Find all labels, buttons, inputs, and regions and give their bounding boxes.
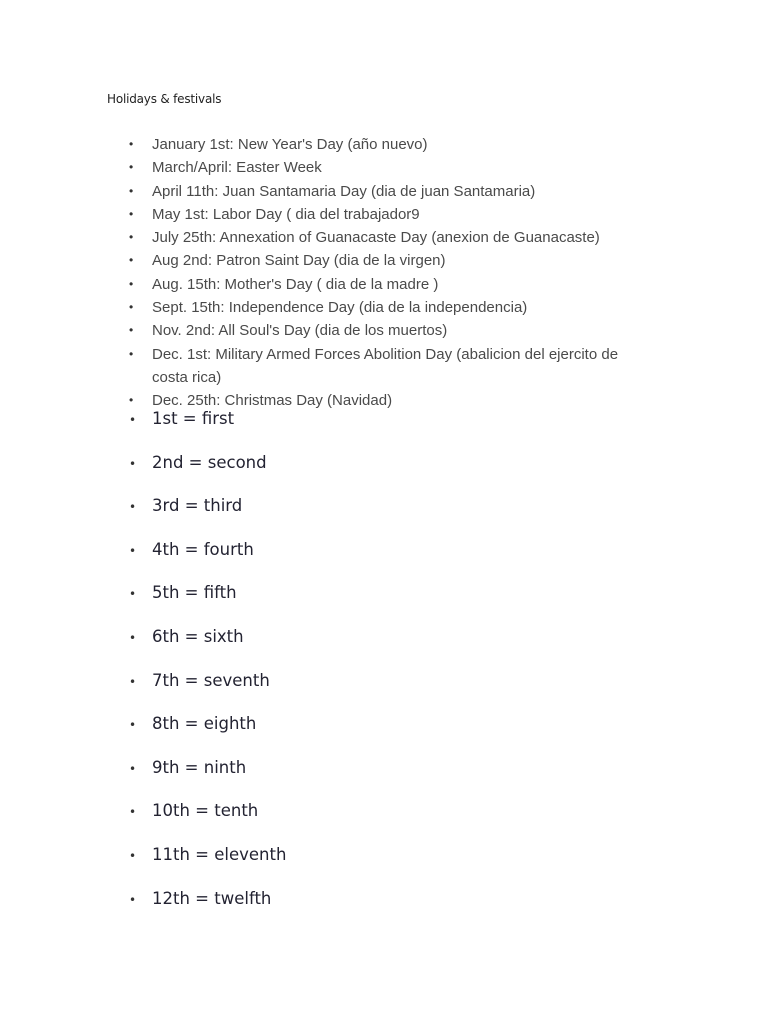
ordinal-text: 6th = sixth xyxy=(152,626,244,646)
ordinal-text: 7th = seventh xyxy=(152,670,270,690)
ordinal-text: 12th = twelfth xyxy=(152,888,272,908)
holiday-text: Dec. 25th: Christmas Day (Navidad) xyxy=(152,392,393,410)
bullet-icon: • xyxy=(129,500,137,515)
holiday-text: Sept. 15th: Independence Day (dia de la independencia) xyxy=(152,299,528,317)
list-item xyxy=(129,669,768,713)
list-item xyxy=(129,494,768,538)
bullet-icon: • xyxy=(129,674,137,689)
list-item xyxy=(129,538,768,582)
page-title: Holidays & festivals xyxy=(107,92,222,106)
list-item xyxy=(129,843,768,887)
list-item xyxy=(129,799,768,843)
bullet-icon: • xyxy=(129,323,134,338)
holiday-text: July 25th: Annexation of Guanacaste Day (anexion de Guanacaste) xyxy=(152,229,600,247)
bullet-icon: • xyxy=(129,456,137,471)
list-item xyxy=(129,756,768,800)
holiday-list xyxy=(0,133,768,413)
bullet-icon: • xyxy=(129,761,137,776)
list-item xyxy=(129,451,768,495)
bullet-icon: • xyxy=(129,346,134,361)
list-item xyxy=(129,156,632,179)
list-item xyxy=(129,581,768,625)
list-item xyxy=(129,712,768,756)
bullet-icon: • xyxy=(129,160,134,175)
bullet-icon: • xyxy=(129,253,134,268)
bullet-icon: • xyxy=(129,805,137,820)
ordinal-text: 9th = ninth xyxy=(152,757,247,777)
bullet-icon: • xyxy=(129,413,137,427)
list-item xyxy=(129,203,632,226)
ordinal-text: 8th = eighth xyxy=(152,714,257,734)
bullet-icon: • xyxy=(129,276,134,291)
list-item xyxy=(129,180,632,203)
holiday-text: Aug. 15th: Mother's Day ( dia de la madre ) xyxy=(152,275,439,293)
list-item xyxy=(129,343,632,390)
holiday-text: May 1st: Labor Day ( dia del trabajador9 xyxy=(152,205,420,223)
bullet-icon: • xyxy=(129,183,134,198)
list-item xyxy=(129,625,768,669)
bullet-icon: • xyxy=(129,630,137,645)
ordinal-text: 2nd = second xyxy=(152,452,267,472)
bullet-icon: • xyxy=(129,300,134,315)
holiday-text: Nov. 2nd: All Soul's Day (dia de los muertos) xyxy=(152,322,448,340)
list-item xyxy=(129,249,632,272)
ordinal-text: 5th = fifth xyxy=(152,583,237,603)
bullet-icon: • xyxy=(129,393,134,408)
holiday-text: Dec. 1st: Military Armed Forces Abolition Day (abalicion del ejercito de costa rica) xyxy=(152,345,619,386)
list-item xyxy=(129,407,768,451)
ordinal-text: 4th = fourth xyxy=(152,539,254,559)
holiday-text: March/April: Easter Week xyxy=(152,159,322,177)
bullet-icon: • xyxy=(129,543,137,558)
holiday-text: January 1st: New Year's Day (año nuevo) xyxy=(152,136,428,153)
list-item xyxy=(129,887,768,931)
bullet-icon: • xyxy=(129,718,137,733)
ordinal-text: 1st = first xyxy=(152,409,235,428)
ordinal-list xyxy=(0,407,768,930)
list-item xyxy=(129,296,632,319)
holiday-text: Aug 2nd: Patron Saint Day (dia de la virgen) xyxy=(152,252,446,270)
ordinal-text: 10th = tenth xyxy=(152,801,259,821)
bullet-icon: • xyxy=(129,230,134,245)
bullet-icon: • xyxy=(129,892,137,907)
bullet-icon: • xyxy=(129,206,134,221)
list-item xyxy=(129,319,632,342)
list-item xyxy=(129,273,632,296)
ordinal-text: 11th = eleventh xyxy=(152,844,287,864)
list-item xyxy=(129,133,632,156)
bullet-icon: • xyxy=(129,587,137,602)
list-item xyxy=(129,226,632,249)
holiday-text: April 11th: Juan Santamaria Day (dia de juan Santamaria) xyxy=(152,182,536,200)
bullet-icon: • xyxy=(129,848,137,863)
ordinal-text: 3rd = third xyxy=(152,496,243,516)
bullet-icon: • xyxy=(129,137,134,151)
